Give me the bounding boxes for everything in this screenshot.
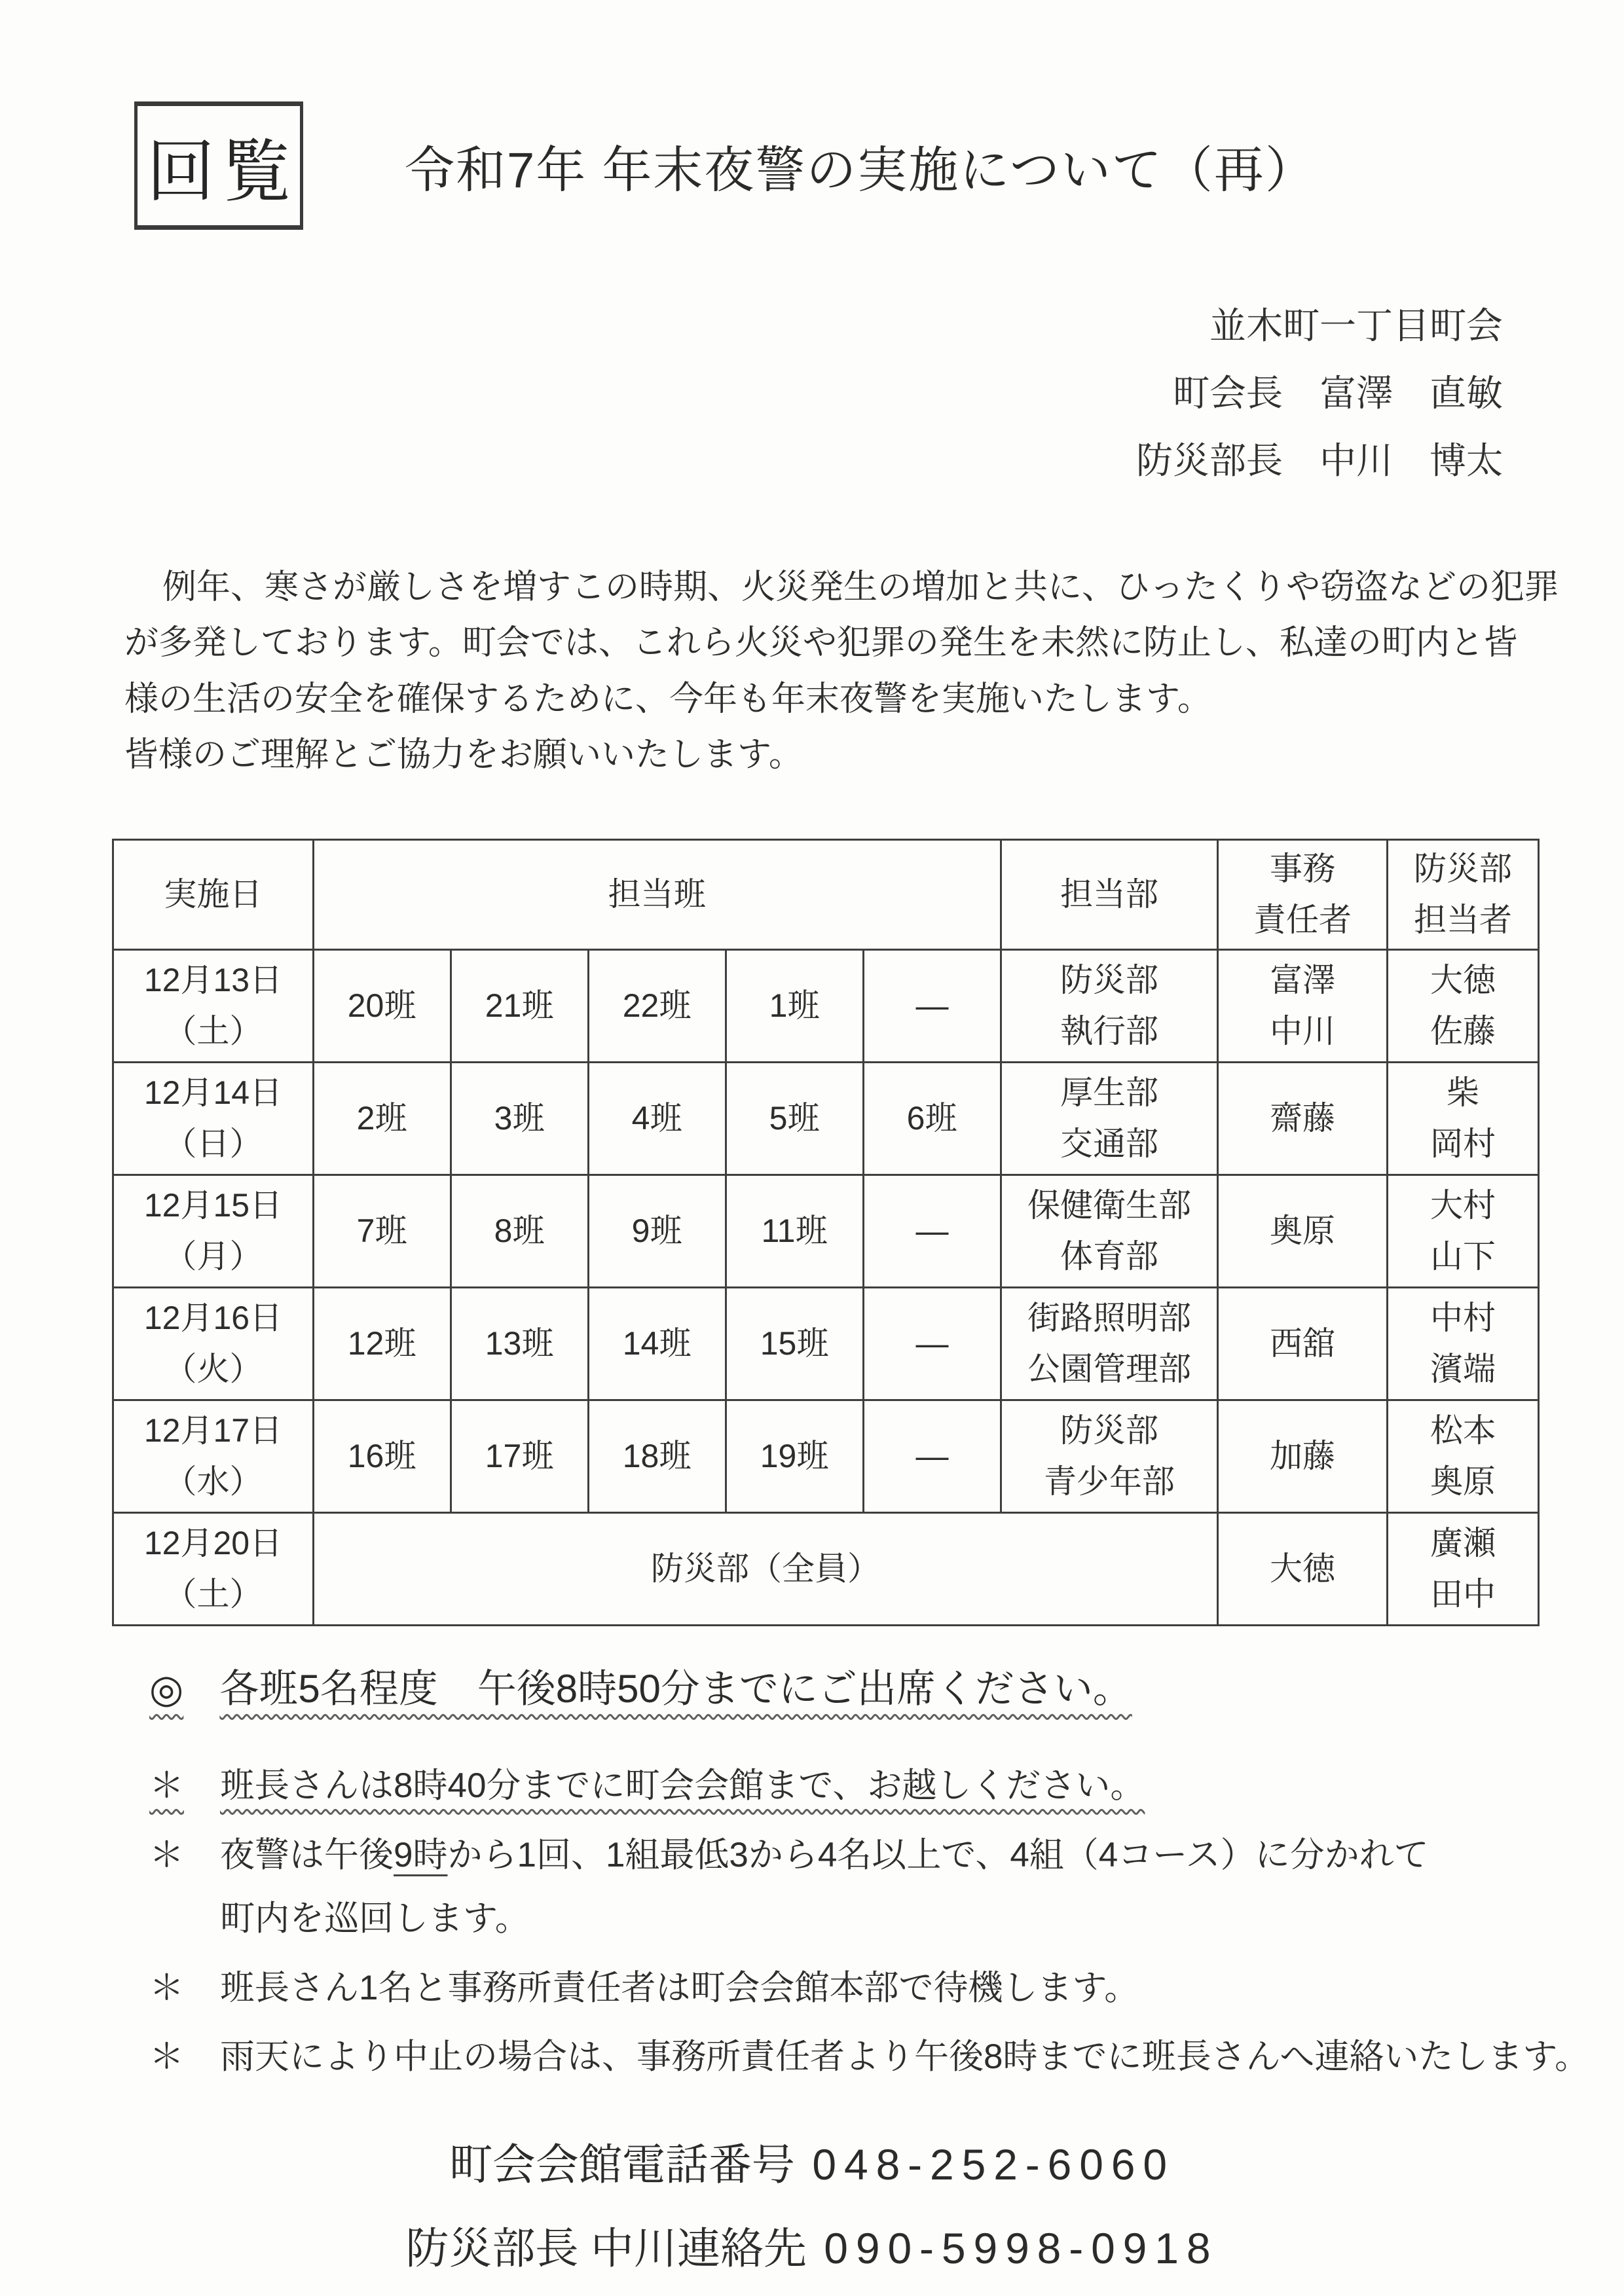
cell-group: 18班 xyxy=(589,1400,726,1513)
cell-group: 2班 xyxy=(314,1063,451,1175)
table-row xyxy=(113,1400,1539,1513)
cell-bousai-staff: 大徳 佐藤 xyxy=(1388,950,1539,1063)
header-date: 実施日 xyxy=(113,840,314,950)
cell-date: 12月20日 （土） xyxy=(113,1513,314,1626)
note-text: 班長さんは8時40分までに町会会館まで、お越しください。 xyxy=(220,1766,1145,1806)
note-item xyxy=(149,2031,1624,2083)
cell-office-manager: 加藤 xyxy=(1218,1400,1388,1513)
cell-office-manager: 富澤 中川 xyxy=(1218,950,1388,1063)
cell-group: 8班 xyxy=(451,1175,589,1288)
attendance-headline xyxy=(149,1658,1624,1714)
hall-phone-label: 町会会館電話番号 xyxy=(449,2140,796,2189)
chief-phone-number: 090-5998-0918 xyxy=(824,2224,1219,2273)
header-office-manager: 事務 責任者 xyxy=(1218,840,1388,950)
cell-office-manager: 西舘 xyxy=(1218,1288,1388,1400)
cell-date: 12月14日 （日） xyxy=(113,1063,314,1175)
table-row xyxy=(113,1175,1539,1288)
cell-group: 9班 xyxy=(589,1175,726,1288)
cell-group: 13班 xyxy=(451,1288,589,1400)
notes-list xyxy=(149,1760,1624,2083)
note-marker: ＊ xyxy=(149,2037,184,2077)
hall-phone-number: 048-252-6060 xyxy=(812,2140,1175,2189)
contact-block xyxy=(0,2123,1624,2291)
cell-department: 保健衛生部 体育部 xyxy=(1001,1175,1218,1288)
signature-block xyxy=(0,292,1624,494)
note-marker: ＊ xyxy=(149,1835,184,1874)
patrol-schedule-table xyxy=(112,839,1540,1626)
cell-date: 12月13日 （土） xyxy=(113,950,314,1063)
cell-date: 12月15日 （月） xyxy=(113,1175,314,1288)
cell-group: ― xyxy=(864,1175,1001,1288)
cell-department: 防災部 青少年部 xyxy=(1001,1400,1218,1513)
cell-group: 16班 xyxy=(314,1400,451,1513)
document-header xyxy=(0,0,1624,230)
table-row xyxy=(113,1513,1539,1626)
body-line: が多発しております。町会では、これら火災や犯罪の発生を未然に防止し、私達の町内と皆 xyxy=(124,624,1518,663)
header-bousai-staff: 防災部 担当者 xyxy=(1388,840,1539,950)
note-marker: ＊ xyxy=(149,1968,184,2007)
body-line: 皆様のご理解とご協力をお願いいたします。 xyxy=(124,735,803,774)
kairan-stamp-box xyxy=(134,101,303,230)
cell-group: 19班 xyxy=(726,1400,864,1513)
note-continuation: 町内を巡回します。 xyxy=(220,1899,530,1939)
body-paragraph xyxy=(124,560,1559,783)
cell-group: 15班 xyxy=(726,1288,864,1400)
body-line: 様の生活の安全を確保するために、今年も年末夜警を実施いたします。 xyxy=(124,680,1211,718)
signature-association: 並木町一丁目町会 xyxy=(1209,305,1503,346)
chief-phone-line xyxy=(0,2206,1624,2291)
table-row xyxy=(113,1063,1539,1175)
cell-department: 防災部 執行部 xyxy=(1001,950,1218,1063)
document-title: 令和7年 年末夜警の実施について（再） xyxy=(405,142,1316,198)
note-marker: ＊ xyxy=(149,1766,184,1806)
cell-group: ― xyxy=(864,1288,1001,1400)
cell-group: ― xyxy=(864,1400,1001,1513)
note-item xyxy=(149,1829,1624,1945)
cell-group: 11班 xyxy=(726,1175,864,1288)
cell-bousai-staff: 柴 岡村 xyxy=(1388,1063,1539,1175)
cell-group: 6班 xyxy=(864,1063,1001,1175)
note-underlined-time: 9時 xyxy=(394,1835,448,1874)
cell-date: 12月17日 （水） xyxy=(113,1400,314,1513)
cell-bousai-staff: 松本 奥原 xyxy=(1388,1400,1539,1513)
note-text: から1回、1組最低3から4名以上で、4組（4コース）に分かれて xyxy=(447,1835,1429,1874)
cell-group: 22班 xyxy=(589,950,726,1063)
cell-all-members: 防災部（全員） xyxy=(314,1513,1218,1626)
cell-group: 17班 xyxy=(451,1400,589,1513)
cell-group: 1班 xyxy=(726,950,864,1063)
signature-disaster-chief: 防災部長 中川 博太 xyxy=(1136,440,1503,482)
cell-date: 12月16日 （火） xyxy=(113,1288,314,1400)
body-line: 例年、寒さが厳しさを増すこの時期、火災発生の増加と共に、ひったくりや窃盗などの犯罪 xyxy=(162,568,1559,607)
headline-mark: ◎ xyxy=(149,1667,184,1711)
hall-phone-line xyxy=(0,2123,1624,2207)
cell-bousai-staff: 中村 濱端 xyxy=(1388,1288,1539,1400)
cell-group: 14班 xyxy=(589,1288,726,1400)
table-row xyxy=(113,1288,1539,1400)
cell-department: 厚生部 交通部 xyxy=(1001,1063,1218,1175)
kairan-stamp-label: 回覧 xyxy=(146,134,299,210)
cell-bousai-staff: 廣瀬 田中 xyxy=(1388,1513,1539,1626)
cell-group: 4班 xyxy=(589,1063,726,1175)
header-department: 担当部 xyxy=(1001,840,1218,950)
cell-group: ― xyxy=(864,950,1001,1063)
note-item xyxy=(149,1760,1624,1812)
cell-group: 3班 xyxy=(451,1063,589,1175)
cell-group: 5班 xyxy=(726,1063,864,1175)
table-header-row xyxy=(113,840,1539,950)
cell-group: 20班 xyxy=(314,950,451,1063)
cell-office-manager: 大徳 xyxy=(1218,1513,1388,1626)
cell-office-manager: 奥原 xyxy=(1218,1175,1388,1288)
chief-phone-label: 防災部長 中川連絡先 xyxy=(405,2224,807,2273)
note-item xyxy=(149,1962,1624,2014)
cell-department: 街路照明部 公園管理部 xyxy=(1001,1288,1218,1400)
note-text: 雨天により中止の場合は、事務所責任者より午後8時までに班長さんへ連絡いたします。 xyxy=(220,2037,1590,2077)
signature-chairman: 町会長 富澤 直敏 xyxy=(1173,373,1503,414)
header-groups: 担当班 xyxy=(314,840,1001,950)
cell-bousai-staff: 大村 山下 xyxy=(1388,1175,1539,1288)
cell-group: 21班 xyxy=(451,950,589,1063)
cell-group: 12班 xyxy=(314,1288,451,1400)
headline-text: 各班5名程度 午後8時50分までにご出席ください。 xyxy=(219,1667,1132,1711)
table-row xyxy=(113,950,1539,1063)
note-text: 夜警は午後 xyxy=(220,1835,394,1874)
cell-office-manager: 齋藤 xyxy=(1218,1063,1388,1175)
note-text: 班長さん1名と事務所責任者は町会会館本部で待機します。 xyxy=(220,1968,1139,2007)
cell-group: 7班 xyxy=(314,1175,451,1288)
